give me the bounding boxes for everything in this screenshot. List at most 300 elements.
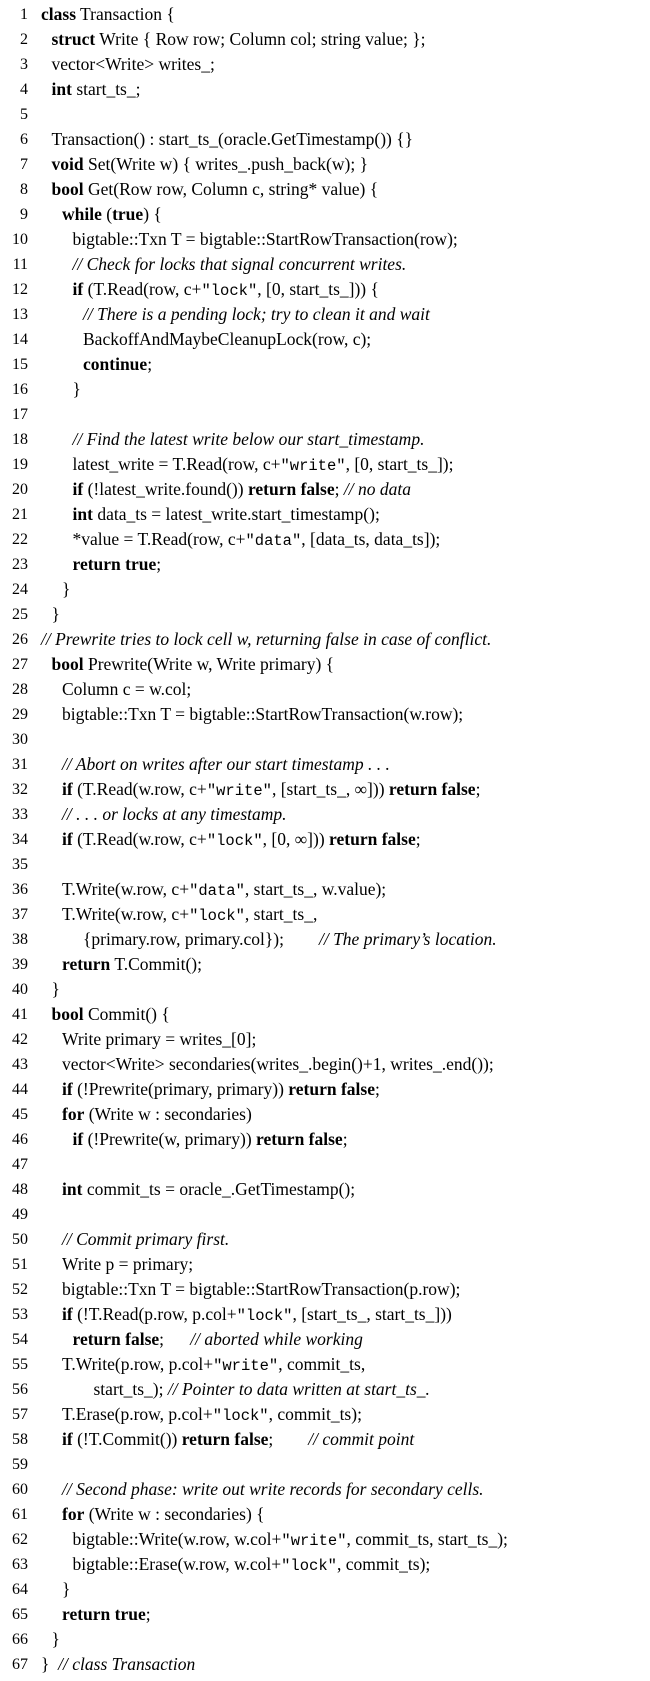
code-line [0,2,650,27]
line-number: 15 [12,356,28,373]
line-number: 60 [12,1481,28,1498]
code-token: Prewrite(Write w, Write primary) { [83,654,335,674]
code-text [73,427,425,452]
code-token: bigtable::Write(w.row, w.col+ [72,1529,282,1549]
code-text [52,1002,170,1027]
code-line [0,1502,650,1527]
comment: // Prewrite tries to lock cell w, returning false in case of conflict. [41,629,492,649]
code-text [62,1602,151,1627]
code-token: , commit_ts); [268,1404,362,1424]
line-number: 46 [12,1131,28,1148]
code-text [73,1552,431,1579]
code-line [0,827,650,852]
keyword: if [62,779,73,799]
comment: // Pointer to data written at start_ts_. [167,1379,430,1399]
keyword: if [62,1429,73,1449]
code-line [0,177,650,202]
code-text [73,477,411,502]
code-line [0,127,650,152]
code-text [62,1577,70,1602]
code-token: T.Write(w.row, c+ [62,904,190,924]
code-text [52,52,215,77]
code-text [83,352,152,377]
code-line [0,1452,650,1477]
code-token: , [0, start_ts_]); [345,454,454,474]
line-number: 57 [12,1406,28,1423]
code-line [0,677,650,702]
line-number: 66 [12,1631,28,1648]
code-text [52,77,141,102]
line-number: 52 [12,1281,28,1298]
code-line [0,402,650,427]
code-text [73,252,407,277]
code-token: ( [101,204,113,224]
code-line [0,1177,650,1202]
line-number: 61 [12,1506,28,1523]
line-number: 65 [12,1606,28,1623]
code-token: start_ts_; [71,79,141,99]
code-token: ; [268,1429,309,1449]
code-line [0,852,650,877]
string-literal: "lock" [201,282,258,300]
code-text [62,1502,265,1527]
code-line [0,1552,650,1577]
keyword: true [112,204,144,224]
line-number: 33 [12,806,28,823]
code-line [0,1327,650,1352]
keyword: return [62,954,111,974]
keyword: return false [256,1129,343,1149]
line-number: 39 [12,956,28,973]
code-text [83,927,497,952]
code-line [0,1152,650,1177]
code-line [0,927,650,952]
code-line [0,202,650,227]
code-token: Transaction() : start_ts_(oracle.GetTimestamp()) {} [51,129,414,149]
code-line [0,502,650,527]
code-text [62,1052,494,1077]
code-text [83,302,430,327]
code-token: T.Write(w.row, c+ [62,879,190,899]
code-token: Commit() { [83,1004,170,1024]
code-text [52,652,335,677]
code-token: Write { Row row; Column col; string value; }; [95,29,426,49]
code-text [62,1227,229,1252]
line-number: 2 [20,31,28,48]
line-number: 63 [12,1556,28,1573]
code-token: bigtable::Erase(w.row, w.col+ [72,1554,282,1574]
line-number: 48 [12,1181,28,1198]
comment: // class Transaction [58,1654,196,1674]
code-line [0,77,650,102]
code-line [0,1377,650,1402]
code-text [52,177,379,202]
keyword: bool [51,654,84,674]
code-line [0,1402,650,1427]
code-token: bigtable::Txn T = bigtable::StartRowTransaction(w.row); [62,704,464,724]
line-number: 19 [12,456,28,473]
code-line [0,752,650,777]
line-number: 67 [12,1656,28,1673]
code-line [0,1627,650,1652]
code-text [73,1527,508,1554]
code-line [0,1277,650,1302]
keyword: int [62,1179,83,1199]
keyword: for [62,1504,85,1524]
code-token: ) { [143,204,162,224]
code-line [0,1202,650,1227]
line-number: 5 [20,106,28,123]
code-text [62,1077,380,1102]
code-text [62,1427,414,1452]
line-number: 18 [12,431,28,448]
line-number: 27 [12,656,28,673]
line-number: 4 [20,81,28,98]
code-text [52,152,368,177]
keyword: int [51,79,72,99]
code-line [0,527,650,552]
code-listing [0,2,650,1677]
code-line [0,1527,650,1552]
code-line [0,1027,650,1052]
code-token: , [start_ts_, ∞])) [271,779,389,799]
code-line [0,877,650,902]
code-text [62,1477,484,1502]
code-line [0,152,650,177]
line-number: 38 [12,931,28,948]
code-token: Write primary = writes_[0]; [62,1029,257,1049]
code-token: , start_ts_, [244,904,318,924]
line-number: 21 [12,506,28,523]
code-text [62,877,386,904]
line-number: 51 [12,1256,28,1273]
code-text [62,1102,252,1127]
code-line [0,777,650,802]
line-number: 62 [12,1531,28,1548]
keyword: bool [51,1004,84,1024]
code-text [73,527,441,554]
comment: // no data [343,479,411,499]
line-number: 12 [12,281,28,298]
code-line [0,352,650,377]
line-number: 1 [20,6,28,23]
string-literal: "lock" [281,1557,337,1575]
line-number: 42 [12,1031,28,1048]
line-number: 24 [12,581,28,598]
comment: // Second phase: write out write records for secondary cells. [62,1479,484,1499]
string-literal: "lock" [206,832,263,850]
code-line [0,1252,650,1277]
code-line [0,1002,650,1027]
code-line [0,302,650,327]
keyword: return false [388,779,476,799]
keyword: return false [329,829,416,849]
line-number: 31 [12,756,28,773]
code-text [94,1377,430,1402]
code-token: (Write w : secondaries) { [84,1504,265,1524]
keyword: continue [83,354,148,374]
code-token: (Write w : secondaries) [84,1104,252,1124]
code-line [0,1077,650,1102]
code-text [73,552,162,577]
line-number: 29 [12,706,28,723]
code-token: Write p = primary; [62,1254,194,1274]
line-number: 58 [12,1431,28,1448]
line-number: 35 [12,856,28,873]
code-token: Set(Write w) { writes_.push_back(w); } [83,154,368,174]
code-token: , [0, ∞])) [262,829,330,849]
line-number: 28 [12,681,28,698]
code-token: ; [145,1604,151,1624]
keyword: while [62,204,102,224]
comment: // Check for locks that signal concurrent writes. [72,254,407,274]
code-token: (T.Read(w.row, c+ [72,779,207,799]
code-line [0,1052,650,1077]
line-number: 7 [20,156,28,173]
code-line [0,1477,650,1502]
code-line [0,802,650,827]
keyword: int [72,504,93,524]
code-line [0,1102,650,1127]
line-number: 49 [12,1206,28,1223]
code-text [52,977,60,1002]
keyword: void [51,154,84,174]
code-token: ; [159,1329,191,1349]
code-text [62,1302,452,1329]
code-token: } [62,1579,71,1599]
comment: // aborted while working [190,1329,363,1349]
code-text [73,452,454,479]
code-token: (!latest_write.found()) [83,479,248,499]
code-line [0,652,650,677]
line-number: 34 [12,831,28,848]
line-number: 50 [12,1231,28,1248]
line-number: 41 [12,1006,28,1023]
code-text [62,577,70,602]
code-line [0,552,650,577]
code-token: ; [475,779,481,799]
string-literal: "write" [280,457,346,475]
line-number: 10 [12,231,28,248]
keyword: return false [288,1079,375,1099]
code-line [0,1602,650,1627]
keyword: return false [72,1329,160,1349]
code-token: } [51,979,60,999]
code-text [73,377,81,402]
code-line [0,952,650,977]
line-number: 9 [20,206,28,223]
line-number: 8 [20,181,28,198]
code-token: , commit_ts, [278,1354,366,1374]
line-number: 40 [12,981,28,998]
code-text [52,602,60,627]
code-line [0,102,650,127]
keyword: if [72,479,84,499]
line-number: 20 [12,481,28,498]
code-token: Transaction { [76,4,175,24]
code-text [62,202,162,227]
code-line [0,327,650,352]
code-token: Column c = w.col; [62,679,192,699]
comment: // Find the latest write below our start_timestamp. [72,429,425,449]
code-text [62,702,463,727]
code-line [0,627,650,652]
code-text [73,227,458,252]
comment: // . . . or locks at any timestamp. [62,804,287,824]
code-line [0,727,650,752]
code-token: start_ts_); [93,1379,168,1399]
code-token: latest_write = T.Read(row, c+ [72,454,281,474]
code-token: Get(Row row, Column c, string* value) { [83,179,379,199]
code-line [0,452,650,477]
line-number: 14 [12,331,28,348]
keyword: if [62,829,73,849]
code-text [52,127,414,152]
code-text [62,1277,460,1302]
code-line [0,252,650,277]
code-token: (!Prewrite(w, primary)) [83,1129,257,1149]
code-line [0,1352,650,1377]
line-number: 64 [12,1581,28,1598]
comment: // Abort on writes after our start timestamp . . . [62,754,390,774]
line-number: 59 [12,1456,28,1473]
code-token: commit_ts = oracle_.GetTimestamp(); [82,1179,356,1199]
code-text [41,627,491,652]
code-token: (!Prewrite(primary, primary)) [72,1079,289,1099]
code-text [62,1352,365,1379]
keyword: return true [62,1604,146,1624]
line-number: 22 [12,531,28,548]
code-text [41,1652,195,1677]
keyword: if [62,1304,73,1324]
code-token: } [62,579,71,599]
comment: // commit point [308,1429,415,1449]
string-literal: "data" [189,882,245,900]
code-token: , [start_ts_, start_ts_])) [292,1304,452,1324]
code-token: , [0, start_ts_])) { [257,279,379,299]
code-token: T.Write(p.row, p.col+ [62,1354,214,1374]
code-token: } [51,1629,60,1649]
line-number: 37 [12,906,28,923]
code-token: (T.Read(w.row, c+ [72,829,207,849]
line-number: 26 [12,631,28,648]
code-token: , commit_ts); [336,1554,431,1574]
code-line [0,277,650,302]
code-line [0,1127,650,1152]
keyword: bool [51,179,84,199]
comment: // The primary’s location. [318,929,497,949]
code-token: bigtable::Txn T = bigtable::StartRowTransaction(row); [72,229,458,249]
code-token: } [41,1654,59,1674]
code-token: data_ts = latest_write.start_timestamp(); [92,504,380,524]
code-line [0,577,650,602]
code-text [73,1127,348,1152]
code-line [0,27,650,52]
code-line [0,902,650,927]
code-text [62,777,480,804]
code-line [0,1577,650,1602]
code-token: bigtable::Txn T = bigtable::StartRowTransaction(p.row); [62,1279,461,1299]
code-token: ; [334,479,344,499]
code-token: (T.Read(row, c+ [83,279,202,299]
keyword: struct [51,29,96,49]
code-line [0,702,650,727]
code-line [0,227,650,252]
code-line [0,377,650,402]
keyword: if [62,1079,73,1099]
code-token: (!T.Read(p.row, p.col+ [72,1304,237,1324]
line-number: 11 [12,256,28,273]
code-text [62,1402,362,1429]
line-number: 44 [12,1081,28,1098]
code-line [0,477,650,502]
code-line [0,427,650,452]
string-literal: "lock" [189,907,245,925]
code-text [41,2,175,27]
code-token: T.Commit(); [110,954,202,974]
code-text [62,752,390,777]
code-token: ; [415,829,421,849]
keyword: for [62,1104,85,1124]
line-number: 36 [12,881,28,898]
line-number: 56 [12,1381,28,1398]
keyword: if [72,279,84,299]
keyword: return false [247,479,335,499]
string-literal: "write" [206,782,272,800]
string-literal: "lock" [236,1307,293,1325]
line-number: 30 [12,731,28,748]
code-token: } [72,379,81,399]
code-token: T.Erase(p.row, p.col+ [62,1404,213,1424]
code-line [0,1427,650,1452]
line-number: 25 [12,606,28,623]
code-text [83,327,371,352]
line-number: 53 [12,1306,28,1323]
code-token: ; [147,354,153,374]
code-text [62,827,421,854]
keyword: return false [181,1429,269,1449]
code-token: ; [156,554,162,574]
line-number: 47 [12,1156,28,1173]
code-token: (!T.Commit()) [72,1429,182,1449]
code-token: ; [374,1079,380,1099]
comment: // There is a pending lock; try to clean it and wait [83,304,430,324]
line-number: 32 [12,781,28,798]
line-number: 23 [12,556,28,573]
code-text [73,502,380,527]
code-text [52,27,426,52]
code-text [62,902,317,929]
code-token: , start_ts_, w.value); [244,879,387,899]
keyword: if [72,1129,84,1149]
code-token: , commit_ts, start_ts_); [346,1529,508,1549]
keyword: class [41,4,76,24]
code-token: vector<Write> writes_; [51,54,215,74]
code-token: BackoffAndMaybeCleanupLock(row, c); [83,329,372,349]
code-line [0,52,650,77]
line-number: 6 [20,131,28,148]
line-number: 54 [12,1331,28,1348]
code-line [0,1227,650,1252]
code-text [73,1327,363,1352]
code-text [73,277,379,304]
code-text [62,677,191,702]
code-token: } [51,604,60,624]
line-number: 13 [12,306,28,323]
code-token: , [data_ts, data_ts]); [301,529,441,549]
code-token: {primary.row, primary.col}); [83,929,319,949]
line-number: 17 [12,406,28,423]
